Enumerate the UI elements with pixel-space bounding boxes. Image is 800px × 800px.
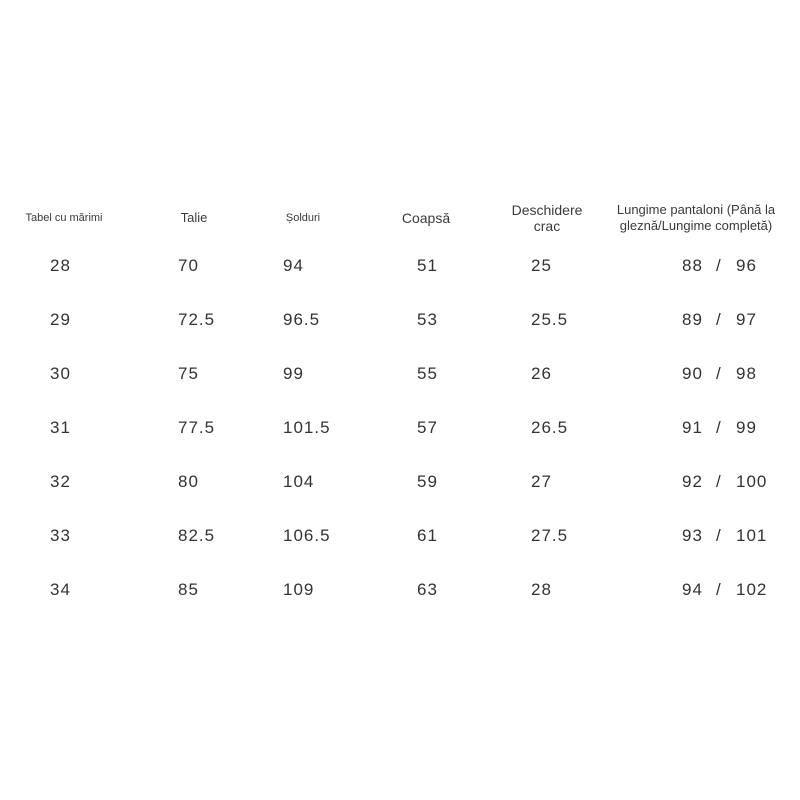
header-thigh-label: Coapsă xyxy=(401,210,451,226)
length-ankle: 92 xyxy=(682,472,703,491)
length-separator: / xyxy=(716,580,722,599)
cell-pants-length xyxy=(640,413,800,443)
cell-hips: 94 xyxy=(283,256,304,275)
table-row xyxy=(0,521,800,551)
table-row xyxy=(0,305,800,335)
header-leg-opening-line1: Deschidere xyxy=(511,202,583,218)
header-size-label: Tabel cu mărimi xyxy=(25,212,103,224)
cell-thigh: 51 xyxy=(417,256,438,275)
length-ankle: 89 xyxy=(682,310,703,329)
cell-leg-opening: 27 xyxy=(531,472,552,491)
cell-size: 33 xyxy=(50,526,71,545)
length-separator: / xyxy=(716,310,722,329)
length-ankle: 88 xyxy=(682,256,703,275)
cell-thigh: 55 xyxy=(417,364,438,383)
header-waist-label: Talie xyxy=(180,210,208,225)
length-separator: / xyxy=(716,418,722,437)
cell-size: 34 xyxy=(50,580,71,599)
length-full: 100 xyxy=(736,472,768,491)
table-row xyxy=(0,575,800,605)
cell-leg-opening: 27.5 xyxy=(531,526,569,545)
cell-waist: 77.5 xyxy=(178,418,216,437)
cell-hips: 99 xyxy=(283,364,304,383)
length-separator: / xyxy=(716,364,722,383)
cell-leg-opening: 26.5 xyxy=(531,418,569,437)
length-ankle: 90 xyxy=(682,364,703,383)
header-size xyxy=(14,198,114,238)
cell-waist: 75 xyxy=(178,364,199,383)
cell-size: 31 xyxy=(50,418,71,437)
length-separator: / xyxy=(716,256,722,275)
header-thigh xyxy=(380,198,472,238)
length-full: 99 xyxy=(736,418,757,437)
length-full: 96 xyxy=(736,256,757,275)
table-row xyxy=(0,359,800,389)
length-full: 101 xyxy=(736,526,768,545)
length-separator: / xyxy=(716,472,722,491)
cell-thigh: 57 xyxy=(417,418,438,437)
header-pants-length-line1: Lungime pantaloni (Până la xyxy=(616,202,776,217)
cell-pants-length xyxy=(640,467,800,497)
cell-hips: 109 xyxy=(283,580,315,599)
cell-size: 30 xyxy=(50,364,71,383)
cell-thigh: 53 xyxy=(417,310,438,329)
table-row xyxy=(0,467,800,497)
cell-pants-length xyxy=(640,305,800,335)
cell-hips: 104 xyxy=(283,472,315,491)
cell-pants-length xyxy=(640,575,800,605)
cell-leg-opening: 26 xyxy=(531,364,552,383)
cell-leg-opening: 25 xyxy=(531,256,552,275)
header-leg-opening xyxy=(497,198,597,238)
cell-waist: 82.5 xyxy=(178,526,216,545)
length-separator: / xyxy=(716,526,722,545)
length-full: 97 xyxy=(736,310,757,329)
length-ankle: 93 xyxy=(682,526,703,545)
header-leg-opening-line2: crac xyxy=(533,218,561,234)
cell-waist: 80 xyxy=(178,472,199,491)
table-row xyxy=(0,251,800,281)
cell-leg-opening: 25.5 xyxy=(531,310,569,329)
length-ankle: 91 xyxy=(682,418,703,437)
cell-size: 29 xyxy=(50,310,71,329)
cell-thigh: 63 xyxy=(417,580,438,599)
cell-pants-length xyxy=(640,521,800,551)
cell-pants-length xyxy=(640,251,800,281)
cell-size: 28 xyxy=(50,256,71,275)
cell-hips: 101.5 xyxy=(283,418,331,437)
cell-waist: 72.5 xyxy=(178,310,216,329)
cell-hips: 96.5 xyxy=(283,310,321,329)
table-row xyxy=(0,413,800,443)
cell-leg-opening: 28 xyxy=(531,580,552,599)
header-pants-length xyxy=(604,198,788,238)
cell-thigh: 61 xyxy=(417,526,438,545)
cell-thigh: 59 xyxy=(417,472,438,491)
header-waist xyxy=(163,198,225,238)
length-full: 98 xyxy=(736,364,757,383)
header-hips xyxy=(273,198,333,238)
header-hips-label: Șolduri xyxy=(285,212,321,224)
length-ankle: 94 xyxy=(682,580,703,599)
length-full: 102 xyxy=(736,580,768,599)
cell-size: 32 xyxy=(50,472,71,491)
header-pants-length-line2: gleznă/Lungime completă) xyxy=(619,218,773,233)
cell-pants-length xyxy=(640,359,800,389)
cell-waist: 70 xyxy=(178,256,199,275)
cell-hips: 106.5 xyxy=(283,526,331,545)
cell-waist: 85 xyxy=(178,580,199,599)
